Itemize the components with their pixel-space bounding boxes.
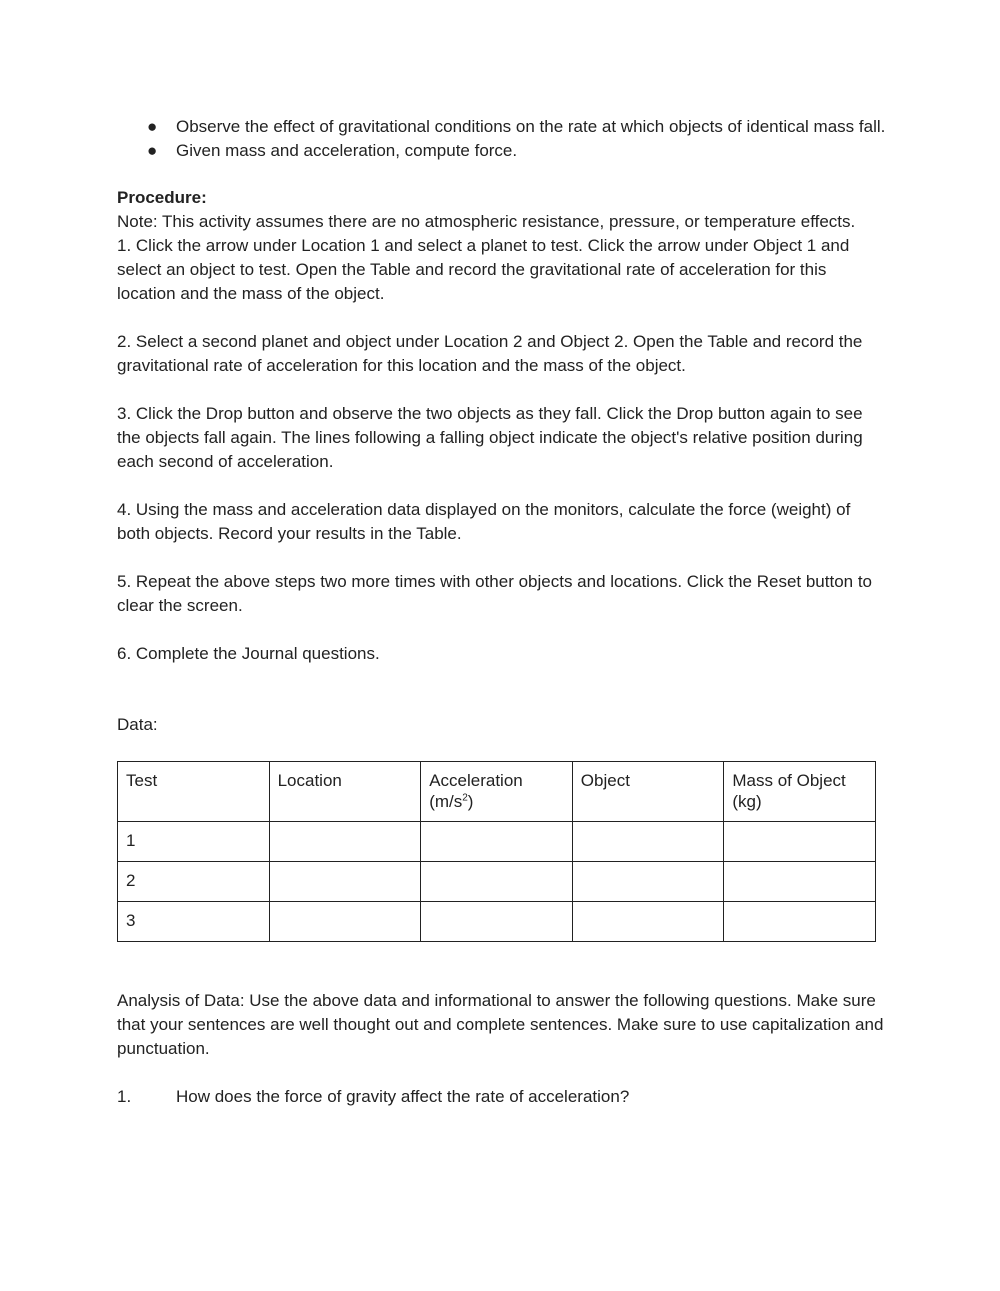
data-table [117, 761, 876, 942]
header-mass-unit: (kg) [732, 792, 762, 811]
cell-mass[interactable] [724, 822, 876, 862]
question-number: 1. [117, 1087, 132, 1106]
procedure-step: 6. Complete the Journal questions. [117, 644, 380, 663]
cell-location[interactable] [269, 902, 421, 942]
analysis-intro: Analysis of Data: Use the above data and informational to answer the following questions. Make sure that your sentences are well thought out and complete sentences. Make sure to use capitalization and punctuation. [117, 991, 884, 1058]
header-acceleration [421, 762, 573, 822]
cell-mass[interactable] [724, 862, 876, 902]
table-header-row [118, 762, 876, 822]
cell-mass[interactable] [724, 902, 876, 942]
analysis-question [117, 1085, 887, 1109]
procedure-step: 5. Repeat the above steps two more times with other objects and locations. Click the Reset button to clear the screen. [117, 572, 873, 615]
data-label: Data: [117, 715, 158, 734]
question-text: How does the force of gravity affect the rate of acceleration? [176, 1087, 630, 1106]
header-test: Test [118, 762, 270, 822]
bullet-icon: ● [147, 117, 158, 136]
procedure-step: 3. Click the Drop button and observe the two objects as they fall. Click the Drop button again to see the objects fall again. The lines following a falling object indicate the object's relative position during each second of acceleration. [117, 404, 863, 471]
header-acceleration-unit-pre: (m/s [429, 792, 463, 811]
procedure-step: 2. Select a second planet and object under Location 2 and Object 2. Open the Table and record the gravitational rate of acceleration for this location and the mass of the object. [117, 332, 863, 375]
header-location: Location [269, 762, 421, 822]
objective-text: Observe the effect of gravitational conditions on the rate at which objects of identical mass fall. [176, 117, 886, 136]
cell-acceleration[interactable] [421, 902, 573, 942]
objective-text: Given mass and acceleration, compute force. [176, 141, 518, 160]
cell-acceleration[interactable] [421, 862, 573, 902]
cell-test: 3 [118, 902, 270, 942]
header-acceleration-unit-sup: 2 [462, 792, 468, 804]
objective-item [117, 139, 887, 163]
header-mass [724, 762, 876, 822]
objectives-list [117, 115, 887, 163]
procedure-heading: Procedure: [117, 188, 207, 207]
cell-object[interactable] [572, 862, 724, 902]
cell-object[interactable] [572, 822, 724, 862]
header-acceleration-unit-post: ) [467, 792, 474, 811]
worksheet-page [117, 115, 887, 1109]
table-row [118, 862, 876, 902]
cell-test: 1 [118, 822, 270, 862]
table-row [118, 902, 876, 942]
procedure-step: 4. Using the mass and acceleration data displayed on the monitors, calculate the force (weight) of both objects. Record your results in the Table. [117, 500, 851, 543]
cell-test: 2 [118, 862, 270, 902]
cell-object[interactable] [572, 902, 724, 942]
header-acceleration-label: Acceleration [429, 771, 523, 790]
objective-item [117, 115, 887, 139]
table-row [118, 822, 876, 862]
cell-location[interactable] [269, 862, 421, 902]
procedure-note: Note: This activity assumes there are no atmospheric resistance, pressure, or temperature effects. [117, 212, 856, 231]
cell-acceleration[interactable] [421, 822, 573, 862]
header-object: Object [572, 762, 724, 822]
procedure-step: 1. Click the arrow under Location 1 and select a planet to test. Click the arrow under Object 1 and select an object to test. Open the Table and record the gravitational rate of acceleration for this location and the mass of the object. [117, 236, 850, 303]
cell-location[interactable] [269, 822, 421, 862]
bullet-icon: ● [147, 141, 158, 160]
header-mass-label: Mass of Object [732, 771, 846, 790]
